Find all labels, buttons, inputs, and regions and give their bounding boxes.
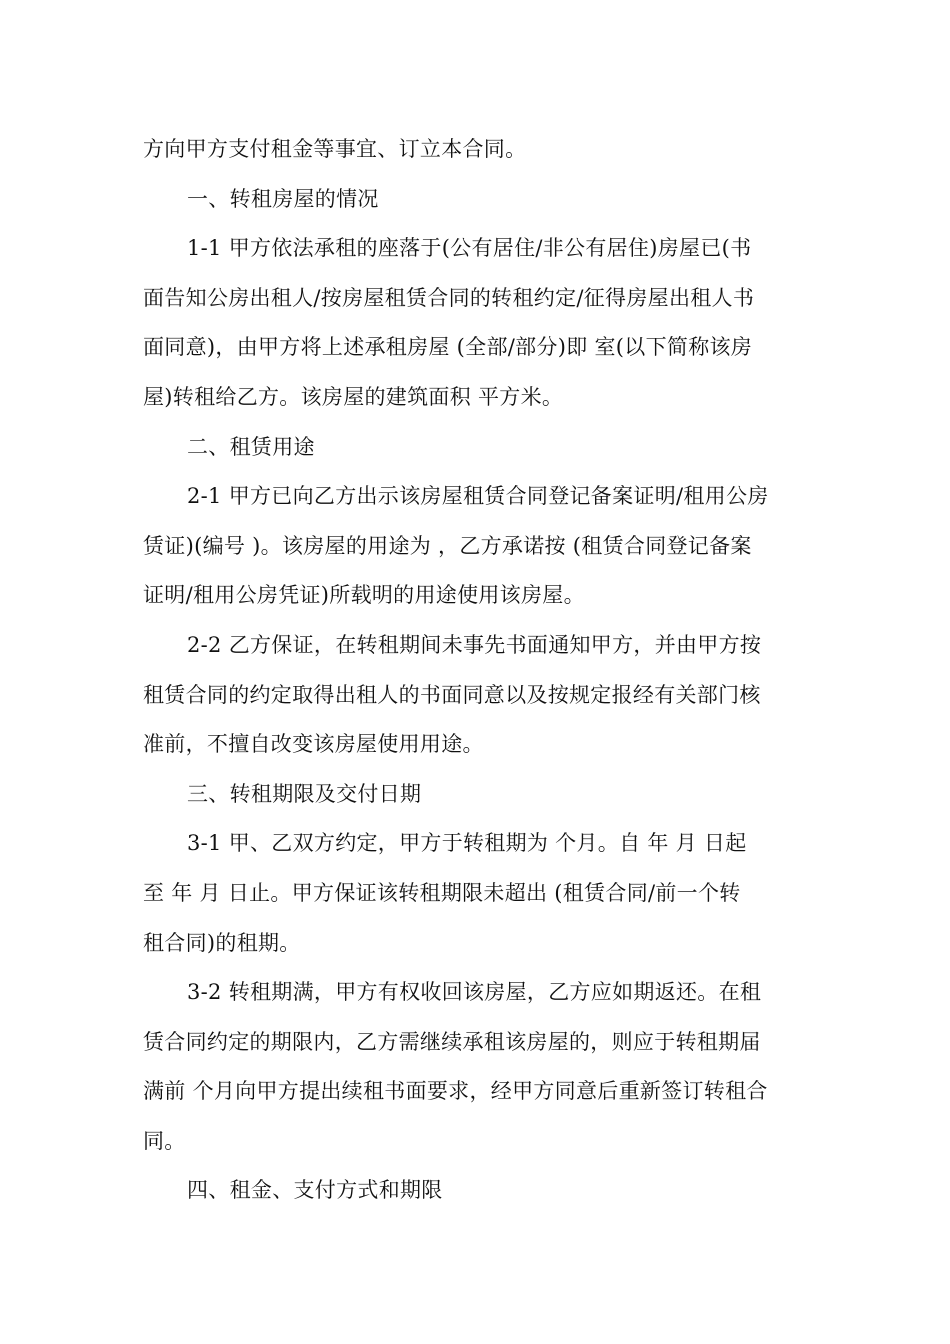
text-line: 方向甲方支付租金等事宜、订立本合同。 — [143, 137, 527, 161]
clause-2-2: 2-2 乙方保证，在转租期间未事先书面通知甲方，并由甲方按 — [187, 632, 762, 657]
text-line: 证明/租用公房凭证)所载明的用途使用该房屋。 — [143, 583, 585, 608]
clause-3-1: 3-1 甲、乙双方约定，甲方于转租期为 个月。自 年 月 日起 — [187, 831, 747, 856]
section-heading-4: 四、租金、支付方式和期限 — [187, 1178, 443, 1203]
text-line: 准前，不擅自改变该房屋使用用途。 — [143, 732, 484, 757]
text-line: 满前 个月向甲方提出续租书面要求，经甲方同意后重新签订转租合 — [143, 1079, 768, 1104]
text-line: 面告知公房出租人/按房屋租赁合同的转租约定/征得房屋出租人书 — [143, 285, 755, 310]
text-line: 同。 — [143, 1128, 186, 1153]
text-line: 租合同)的租期。 — [143, 930, 301, 955]
text-line: 至 年 月 日止。甲方保证该转租期限未超出 (租赁合同/前一个转 — [143, 880, 741, 905]
clause-1-1: 1-1 甲方依法承租的座落于(公有居住/非公有居住)房屋已(书 — [187, 236, 752, 261]
text-line: 面同意)，由甲方将上述承租房屋 (全部/部分)即 室(以下简称该房 — [143, 335, 753, 360]
text-line: 赁合同约定的期限内，乙方需继续承租该房屋的，则应于转租期届 — [143, 1029, 761, 1054]
section-heading-1: 一、转租房屋的情况 — [187, 186, 379, 211]
text-line: 租赁合同的约定取得出租人的书面同意以及按规定报经有关部门核 — [143, 682, 761, 707]
text-line: 赁证)(编号 )。该房屋的用途为 ，乙方承诺按 (租赁合同登记备案 — [143, 533, 752, 558]
section-heading-3: 三、转租期限及交付日期 — [187, 781, 422, 806]
clause-3-2: 3-2 转租期满，甲方有权收回该房屋，乙方应如期返还。在租 — [187, 980, 762, 1005]
text-line: 屋)转租给乙方。该房屋的建筑面积 平方米。 — [143, 384, 564, 409]
clause-2-1: 2-1 甲方已向乙方出示该房屋租赁合同登记备案证明/租用公房 — [187, 484, 769, 509]
document-body — [143, 125, 808, 1216]
section-heading-2: 二、租赁用途 — [187, 434, 315, 459]
